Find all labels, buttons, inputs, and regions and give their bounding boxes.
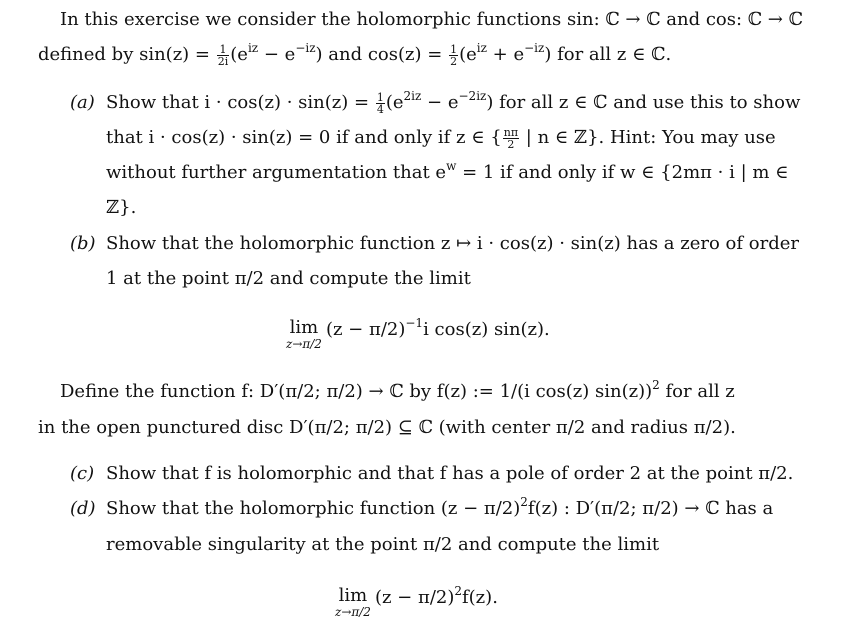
numerator: 1 [376, 90, 384, 104]
part-d-label: (d) [70, 498, 96, 519]
exponent: 2 [652, 378, 660, 392]
exponent: −iz [524, 41, 545, 55]
part-a-text: (e [385, 92, 404, 113]
part-a-text: without further argumentation that e [106, 162, 447, 183]
exponent: −1 [405, 316, 424, 330]
exponent: 2 [454, 584, 462, 598]
part-a-text: = 1 if and only if w ∈ {2mπ · i | m ∈ [456, 162, 789, 183]
exponent: −iz [295, 41, 316, 55]
intro-line-2 [38, 43, 671, 67]
fraction [449, 44, 458, 67]
equation-text: (z − π/2) [325, 319, 406, 340]
part-b-text: 1 at the point π/2 and compute the limit [106, 268, 471, 289]
limit-word: lim [338, 585, 368, 606]
definition-text: in the open punctured disc D′(π/2; π/2) ⊆ ℂ (with center π/2 and radius π/2). [38, 417, 736, 438]
part-d-text: Show that the holomorphic function (z − π/2) [106, 498, 521, 519]
definition-line-2 [38, 416, 736, 440]
denominator: 2 [450, 54, 458, 68]
numerator: 1 [217, 44, 230, 56]
exponent: iz [476, 41, 487, 55]
exponent: 2iz [403, 89, 422, 103]
part-c-line-1 [106, 462, 793, 486]
limit-operator [286, 318, 322, 350]
limit-subscript: z→π/2 [335, 605, 371, 619]
part-a-text: ) for all z ∈ ℂ and use this to show [486, 92, 801, 113]
part-b-text: Show that the holomorphic function z ↦ i · cos(z) · sin(z) has a zero of order [106, 233, 799, 254]
part-c-text: Show that f is holomorphic and that f has a pole of order 2 at the point π/2. [106, 463, 794, 484]
part-d-line-2 [106, 533, 659, 557]
part-c-label: (c) [70, 463, 95, 484]
intro-line-1 [60, 8, 803, 32]
part-d-line-1 [106, 497, 773, 521]
denominator: 2i [217, 54, 229, 68]
definition-line-1 [60, 380, 735, 404]
part-a-text: ℤ}. [106, 197, 137, 218]
exponent: 2 [520, 495, 528, 509]
part-d-text: f(z) : D′(π/2; π/2) → ℂ has a [527, 498, 774, 519]
part-a-text: Show that i · cos(z) · sin(z) = [106, 92, 375, 113]
part-b-line-1 [106, 232, 799, 256]
exponent: −2iz [458, 89, 487, 103]
intro-text: − e [258, 44, 296, 65]
intro-text: (e [459, 44, 477, 65]
part-d-text: removable singularity at the point π/2 and compute the limit [106, 534, 660, 555]
part-b-limit-equation [286, 318, 550, 350]
fraction [503, 127, 519, 150]
part-a-line-3 [106, 161, 789, 185]
exponent: iz [247, 41, 259, 55]
intro-text: In this exercise we consider the holomorphic functions sin: ℂ → ℂ and cos: ℂ → ℂ [60, 9, 803, 30]
part-a-line-2 [106, 126, 776, 150]
denominator: 4 [376, 102, 384, 116]
intro-text: ) for all z ∈ ℂ. [544, 44, 672, 65]
exponent: w [446, 159, 457, 173]
part-b-line-2 [106, 267, 471, 291]
part-a-line-4 [106, 196, 136, 220]
equation-text: i cos(z) sin(z). [423, 319, 550, 340]
part-a-text: | n ∈ ℤ}. Hint: You may use [520, 127, 776, 148]
part-a-line-1 [106, 91, 800, 115]
part-a-text: − e [421, 92, 459, 113]
definition-text: for all z [659, 381, 735, 402]
part-d-limit-equation [335, 586, 498, 618]
definition-text: Define the function f: D′(π/2; π/2) → ℂ by f(z) := 1/(i cos(z) sin(z)) [60, 381, 653, 402]
limit-subscript: z→π/2 [286, 337, 322, 351]
fraction [376, 92, 385, 115]
limit-word: lim [289, 317, 319, 338]
intro-text: ) and cos(z) = [315, 44, 449, 65]
numerator: 1 [450, 42, 458, 56]
part-a-text: that i · cos(z) · sin(z) = 0 if and only if z ∈ { [106, 127, 502, 148]
intro-text: + e [486, 44, 525, 65]
intro-text: (e [230, 44, 248, 65]
part-b-label: (b) [70, 233, 96, 254]
denominator: 2 [507, 137, 515, 151]
intro-text: defined by sin(z) = [38, 44, 216, 65]
numerator: nπ [503, 125, 519, 139]
fraction [217, 44, 230, 67]
equation-text: f(z). [462, 587, 498, 608]
equation-text: (z − π/2) [374, 587, 455, 608]
limit-operator [335, 586, 371, 618]
part-a-label: (a) [70, 92, 95, 113]
